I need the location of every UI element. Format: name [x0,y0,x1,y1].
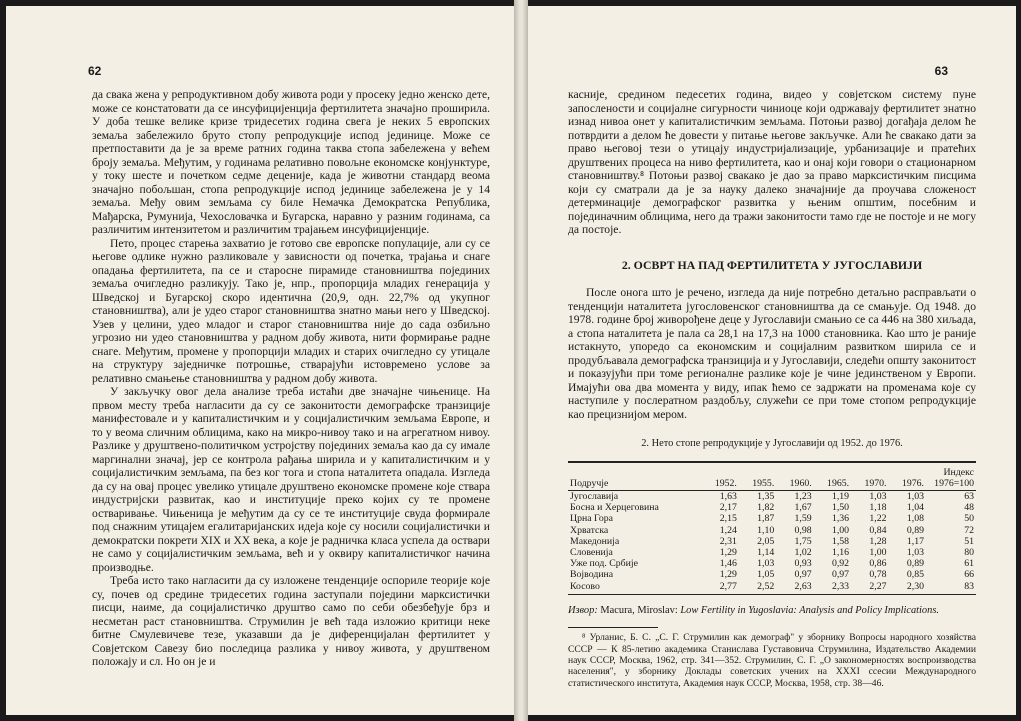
value-cell: 1,23 [794,490,812,502]
value-cell: 1,18 [869,502,887,514]
left-page [6,6,514,715]
value-cell: 1,36 [831,513,850,525]
source-title: Low Fertility in Yugoslavia: Analysis and Policy Implications. [680,604,939,616]
paragraph: да свака жена у репродуктивном добу живота роди у просеку једно женско дете, може се констатовати да се инсуфицијенција фертилитета значајно проширила. У доба тешке велике кризе тридесетих година свега је неких 5 европских земаља забележило бруто стопу репродукције испод јединице. Може се претпоставити да је за време ратних година таква стопа забележена у већем броју земаља. Међутим, у годинама релативно повољне економске конјунктуре, у току шесте и почетком седме деценије, када је животни стандард веома значајно побољшан, стопа репродукције испод јединице забележена је у 14 земаља. Међу овим земљама су биле Немачка Демократска Република, Мађарска, Румунија, Чехословачка и Бугарска, наравно у разним годинама, са различитим интензитетом и различитим трајањем инсуфицијенције. [92,88,490,236]
value-cell: 63 [964,490,974,502]
region-cell: Уже под. Србије [570,558,638,570]
value-cell: 1,22 [869,513,887,525]
column-header: 1970. [851,462,888,491]
value-cell: 1,14 [757,546,775,558]
value-cell: 1,04 [906,502,924,514]
value-cell: 2,52 [739,581,776,595]
left-page-body [92,88,490,669]
value-cell: 1,16 [831,546,850,558]
value-cell: 1,03 [906,546,924,558]
value-cell: 2,05 [757,535,775,547]
column-header: 1952. [701,462,738,491]
value-cell: 1,24 [719,524,737,536]
value-cell: 1,10 [757,524,775,536]
value-cell: 1,75 [794,535,812,547]
value-cell: 0,92 [831,558,850,570]
book-spine [514,0,528,721]
table-row [568,558,976,569]
paragraph: Треба исто тако нагласити да су изложене тенденције оспориле теорије које су, почев од средине тридесетих година заступали поједини марксистички писци, наиме, да социјалистичко друштво само по себи обезбеђује брз и несметан раст становништва. Струмилин је већ тада изложио критици неке битне Смулевичеве тезе, указавши да је диференцијалан фертилитет у Совјетском Савезу био последица разлика у нивоу живота, у друштвеном положају и сл. Но он је и [92,574,490,668]
value-cell: 0,78 [869,569,887,581]
table-row [568,569,976,580]
region-cell: Црна Гора [570,513,613,525]
value-cell: 1,28 [869,535,887,547]
value-cell: 2,33 [814,581,851,595]
region-cell: Босна и Херцеговина [570,502,659,514]
value-cell: 1,58 [831,535,850,547]
page-number: 63 [934,64,948,78]
table-row [568,490,976,502]
value-cell: 1,67 [794,502,812,514]
column-header: Подручје [568,462,701,491]
value-cell: 0,85 [906,569,924,581]
right-page-body [568,88,976,689]
region-cell: Словенија [570,546,613,558]
column-header: Индекс 1976=100 [926,462,976,491]
table-row [568,502,976,513]
value-cell: 2,15 [719,513,737,525]
table-row [568,525,976,536]
value-cell: 1,00 [869,546,887,558]
value-cell: 2,30 [889,581,927,595]
region-cell: Хрватска [570,524,609,536]
value-cell: 0,98 [794,524,812,536]
column-header: 1965. [814,462,851,491]
value-cell: 0,97 [794,569,812,581]
value-cell: 50 [964,513,974,525]
region-cell: Македонија [570,535,620,547]
value-cell: 83 [926,581,976,595]
footnote-rule [568,627,658,628]
value-cell: 51 [964,535,974,547]
paragraph: Пето, процес старења захватио је готово све европске популације, али су се његове одлике нужно разликовале у зависности од почетка, трајања и снаге опадања фертилитета, па се и старосне пирамиде становништва појединих земаља очигледно разликују. Тако је, нпр., пропорција младих генерација у Шведској и Бугарској скоро идентична (20,9, одн. 22,7% од укупног становништва), али је удео старог становништва знатно мањи него у Шведској. Узев у целини, удео младог и старог становништва није до сада озбиљно угрозио ни удео становништва у радном добу живота, нити формирање радне снаге. Међутим, промене у пропорцији младих и старих очигледно су утицале на структуру заједничке потрошње, стварајући истовремено услове за релативно смањење становништва у радном добу живота. [92,236,490,385]
page-number: 62 [88,64,102,78]
source-note [568,605,976,618]
value-cell: 1,03 [906,490,924,502]
table-caption: 2. Нето стопе репродукције у Југославији од 1952. до 1976. [641,438,903,449]
source-label: Извор: [568,604,598,616]
column-header: 1960. [776,462,813,491]
value-cell: 80 [964,546,974,558]
value-cell: 1,59 [794,513,812,525]
value-cell: 0,84 [869,524,887,536]
value-cell: 1,00 [831,524,850,536]
table-row [568,536,976,547]
value-cell: 1,50 [831,502,850,514]
right-page [528,6,1016,715]
region-cell: Југославија [570,490,619,502]
value-cell: 66 [964,569,974,581]
value-cell: 48 [964,502,974,514]
value-cell: 1,08 [906,513,924,525]
value-cell: 2,77 [701,581,738,595]
value-cell: 0,89 [906,524,924,536]
column-header: 1976. [889,462,927,491]
value-cell: 1,63 [719,490,737,502]
value-cell: 1,82 [757,502,775,514]
paragraph: У закључку овог дела анализе треба истаћи две значајне чињенице. На првом месту треба нагласити да су се законитости демографске транзиције манифестовале и у капиталистичким и у социјалистичким земљама Европе, и то у веома сличним облицима, како на микро-нивоу тако и на агрегатном нивоу. Разлике у друштвено-политичком устројству појединих земаља као да су имале маргинални значај, јер се контрола рађања ширила и у капиталистичким и у социјалистичким земљама, па без ког тога и стопа наталитета опадала. Изгледа да су на овај процес увелико утицале друштвено економске промене које ствара индустријски развитак, као и институције преко којих су те промене остваривање. Чињеница је међутим да су се те институције свуда формирале под снажним утицајем егалитаријанских идеја које су носили социјалистички и демократски покрети XIX и XX века, а које је радничка класа успела да оствари не само у социјалистичким земљама, већ и у оквиру капиталистичког начина производње. [92,385,490,574]
value-cell: 1,46 [719,558,737,570]
region-cell: Војводина [570,569,614,581]
value-cell: 1,19 [831,490,850,502]
value-cell: 2,63 [776,581,813,595]
footnote: ⁸ Урланис, Б. С. „С. Г. Струмилин как демограф" у зборнику Вопросы народного хозяйства СССР — К 85-летию академика Станислава Густавовича Струмилина, Издательство Академии наук СССР, Москва, 1962, стр. 341—352. Струмилин, С. Г. „О закономерностях воспроизводства населения", у зборнику Доклады советских учених на XXXI ссесии Международного статистического института, Академия наук СССР, Москва, 1958, стр. 38—46. [568,632,976,689]
table-header-row [568,462,976,491]
value-cell: 0,97 [831,569,850,581]
value-cell: 0,86 [869,558,887,570]
paragraph: После онога што је речено, изгледа да није потребно детаљно расправљати о тенденцији наталитета југословенског становништва да се смањује. Од 1948. до 1978. године број живорођене деце у Југославији смањио се са 446 на 380 хиљада, а стопа наталитета је пала са 28,1 на 17,3 на 1000 становника. Као што је раније истакнуто, упоредо са економским и социјалним развитком ширила се и продубљавала демографска транзиција и у Југославији, следећи општу законитост и показујући при томе регионалне разлике које је чине јединственом у Европи. Имајући ова два момента у виду, ипак ћемо се задржати на променама које су наступиле у послератном раздобљу, служећи се при томе стопом репродукције као прецизнијом мером. [568,286,976,421]
value-cell: 1,29 [719,569,737,581]
value-cell: 1,03 [869,490,887,502]
column-header: 1955. [739,462,776,491]
value-cell: 1,17 [906,535,924,547]
value-cell: 72 [964,524,974,536]
region-cell: Косово [568,581,701,595]
value-cell: 1,35 [757,490,775,502]
value-cell: 2,27 [851,581,888,595]
value-cell: 1,03 [757,558,775,570]
value-cell: 1,05 [757,569,775,581]
value-cell: 1,29 [719,546,737,558]
table-row [568,513,976,524]
paragraph: касније, средином педесетих година, видео у совјетском систему пуне запослености и социјалне сигурности чиниоце који одржавају фертилитет знатно изнад нивоа онет у капиталистичким земљама. Потоњи развој догађаја делом ће потврдити а делом ће довести у питање његове закључке. Али ће свакако дати за право његовој тези о утицају индустријализације, урбанизације и пратећих друштвених процеса на ниво фертилитета, као и онај који говори о стационарном становништву.⁸ Потоњи развој свакако је дао за право марксистичким писцима који су сматрали да је за науку далеко значајније да проучава сложеност детерминације демографског развитка у њеним општим, посебним и појединачним облицима, него да тражи законитости тамо где не постоје и не могу да постоје. [568,88,976,236]
value-cell: 1,87 [757,513,775,525]
table-row [568,547,976,558]
value-cell: 2,31 [719,535,737,547]
table-row [568,581,976,595]
value-cell: 61 [964,558,974,570]
table-body [568,490,976,594]
fertility-table [568,461,976,595]
value-cell: 0,93 [794,558,812,570]
section-heading: 2. ОСВРТ НА ПАД ФЕРТИЛИТЕТА У ЈУГОСЛАВИЈИ [621,257,923,272]
source-authors: Macura, Miroslav: [600,604,678,616]
value-cell: 0,89 [906,558,924,570]
value-cell: 1,02 [794,546,812,558]
value-cell: 2,17 [719,502,737,514]
